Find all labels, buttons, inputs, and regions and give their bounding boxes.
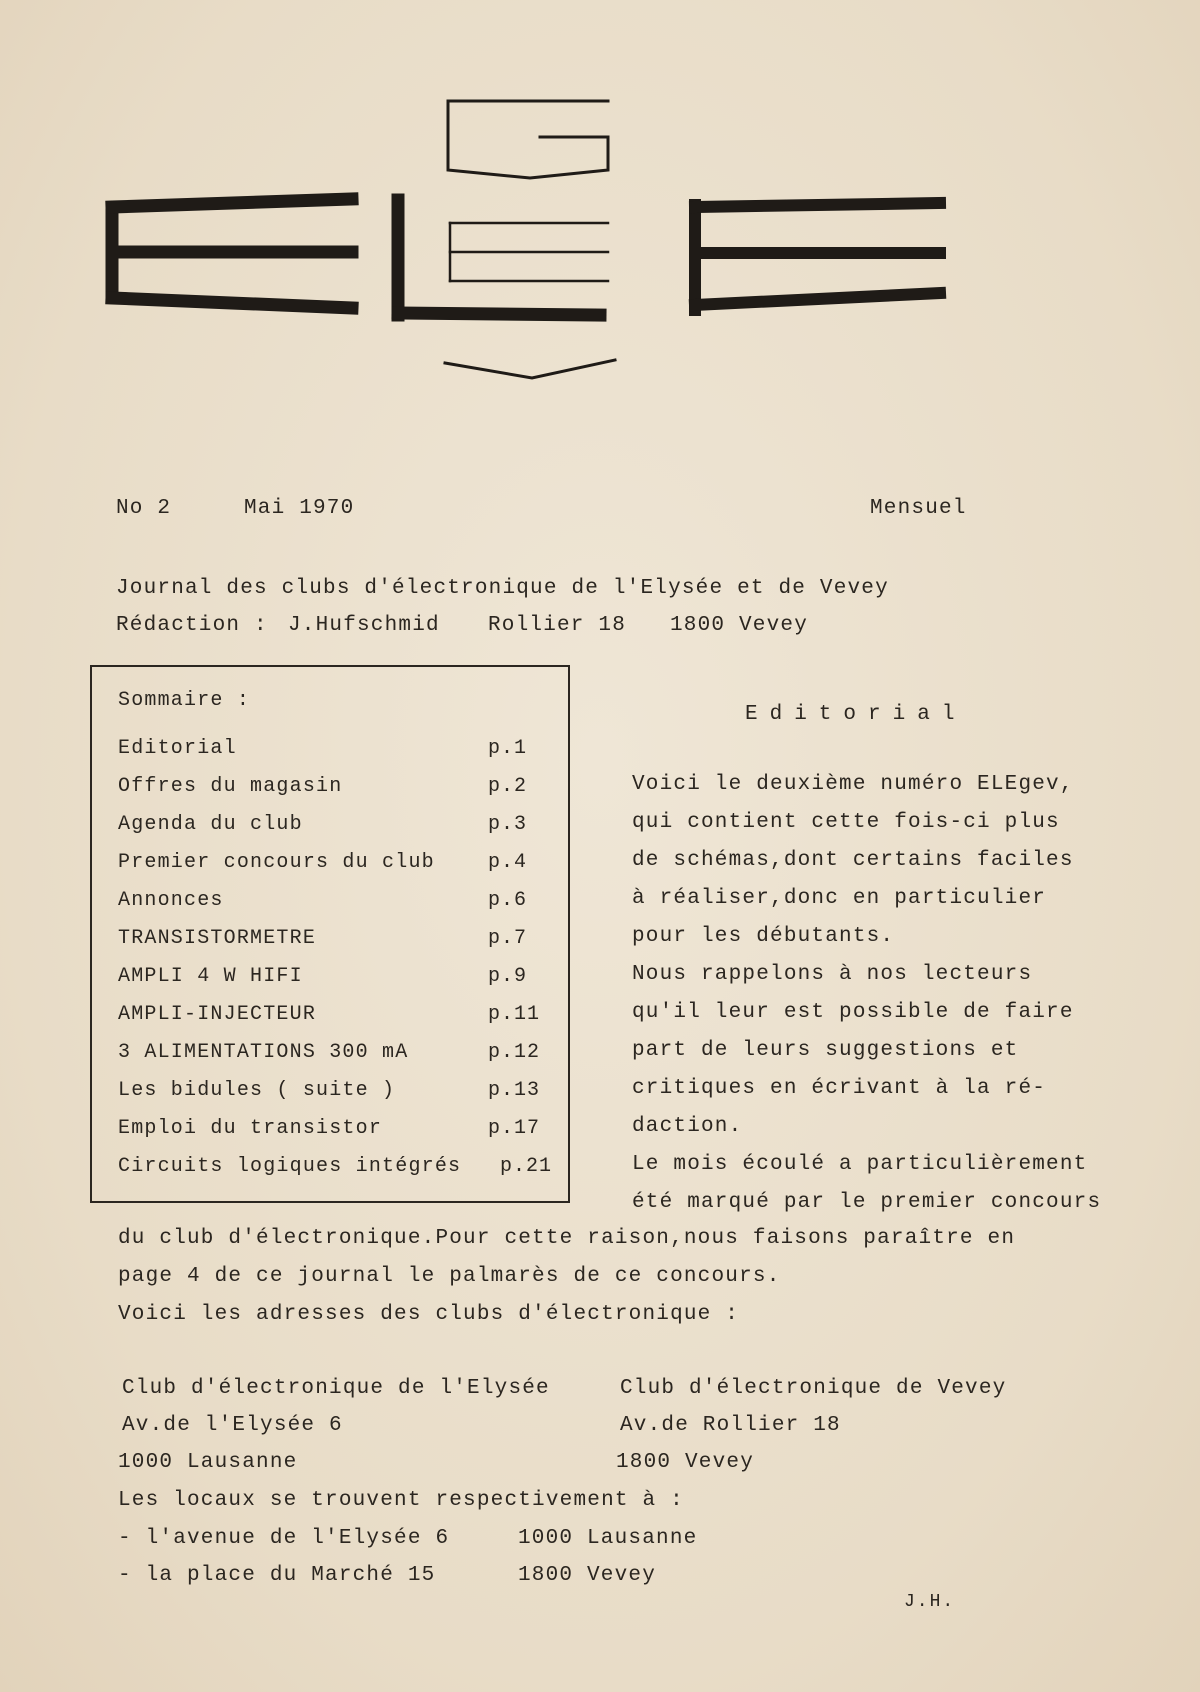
summary-item-page: p.7: [488, 927, 528, 950]
editorial-line: part de leurs suggestions et: [632, 1039, 1019, 1062]
editorial-line: Voici les adresses des clubs d'électronique :: [118, 1303, 740, 1326]
journal-subtitle: Journal des clubs d'électronique de l'Elysée et de Vevey: [116, 577, 889, 600]
summary-item-label: Editorial: [118, 737, 237, 760]
editor-name: J.Hufschmid: [288, 614, 440, 637]
summary-item-label: TRANSISTORMETRE: [118, 927, 317, 950]
summary-item-label: Agenda du club: [118, 813, 303, 836]
summary-item-page: p.11: [488, 1003, 541, 1026]
logo-letter-e-small: [450, 223, 608, 281]
summary-item-page: p.1: [488, 737, 528, 760]
editorial-line: page 4 de ce journal le palmarès de ce concours.: [118, 1265, 781, 1288]
summary-item-page: p.6: [488, 889, 528, 912]
logo-letter-g: [448, 101, 608, 178]
summary-item-label: Les bidules ( suite ): [118, 1079, 396, 1102]
elegev-logo: [100, 95, 1020, 415]
summary-item-page: p.2: [488, 775, 528, 798]
summary-item-label: AMPLI 4 W HIFI: [118, 965, 303, 988]
club-name: Club d'électronique de Vevey: [620, 1377, 1007, 1400]
editorial-line: qu'il leur est possible de faire: [632, 1001, 1074, 1024]
editor-label: Rédaction :: [116, 614, 268, 637]
editorial-line: Le mois écoulé a particulièrement: [632, 1153, 1088, 1176]
summary-item-label: AMPLI-INJECTEUR: [118, 1003, 317, 1026]
summary-item-label: Circuits logiques intégrés: [118, 1155, 462, 1178]
summary-item-label: Annonces: [118, 889, 224, 912]
editorial-line: du club d'électronique.Pour cette raison,nous faisons paraître en: [118, 1227, 1016, 1250]
premises-intro: Les locaux se trouvent respectivement à :: [118, 1489, 684, 1512]
logo-letter-e-right: [695, 203, 940, 310]
editorial-line: de schémas,dont certains faciles: [632, 849, 1074, 872]
club-city: 1000 Lausanne: [118, 1451, 298, 1474]
editorial-line: pour les débutants.: [632, 925, 895, 948]
club-city: 1800 Vevey: [616, 1451, 755, 1474]
premises-city: 1800 Vevey: [518, 1564, 657, 1587]
signature: J.H.: [904, 1592, 956, 1612]
editorial-line: Nous rappelons à nos lecteurs: [632, 963, 1033, 986]
summary-item-page: p.3: [488, 813, 528, 836]
club-street: Av.de l'Elysée 6: [122, 1414, 343, 1437]
logo-letter-v: [445, 360, 615, 378]
summary-box: [90, 665, 570, 1203]
editor-street: Rollier 18: [488, 614, 627, 637]
club-name: Club d'électronique de l'Elysée: [122, 1377, 550, 1400]
summary-item-page: p.9: [488, 965, 528, 988]
summary-item-label: Emploi du transistor: [118, 1117, 383, 1140]
summary-title: Sommaire :: [118, 689, 251, 712]
editorial-line: critiques en écrivant à la ré-: [632, 1077, 1047, 1100]
summary-item-page: p.13: [488, 1079, 541, 1102]
publication-frequency: Mensuel: [870, 497, 967, 520]
summary-item-page: p.21: [500, 1155, 553, 1178]
premises-place: - l'avenue de l'Elysée 6: [118, 1527, 450, 1550]
summary-item-page: p.17: [488, 1117, 541, 1140]
editorial-line: daction.: [632, 1115, 743, 1138]
summary-item-label: 3 ALIMENTATIONS 300 mA: [118, 1041, 409, 1064]
editorial-line: qui contient cette fois-ci plus: [632, 811, 1060, 834]
logo-letter-e-left: [112, 199, 352, 308]
premises-place: - la place du Marché 15: [118, 1564, 436, 1587]
logo-letter-l: [398, 200, 600, 315]
premises-city: 1000 Lausanne: [518, 1527, 698, 1550]
summary-item-label: Premier concours du club: [118, 851, 435, 874]
issue-number: No 2: [116, 497, 172, 520]
editorial-line: Voici le deuxième numéro ELEgev,: [632, 773, 1074, 796]
editorial-line: été marqué par le premier concours: [632, 1191, 1102, 1214]
editorial-line: à réaliser,donc en particulier: [632, 887, 1047, 910]
summary-item-page: p.4: [488, 851, 528, 874]
club-street: Av.de Rollier 18: [620, 1414, 841, 1437]
summary-item-page: p.12: [488, 1041, 541, 1064]
issue-date: Mai 1970: [244, 497, 355, 520]
editor-city: 1800 Vevey: [670, 614, 809, 637]
summary-item-label: Offres du magasin: [118, 775, 343, 798]
editorial-title: Editorial: [745, 703, 967, 726]
